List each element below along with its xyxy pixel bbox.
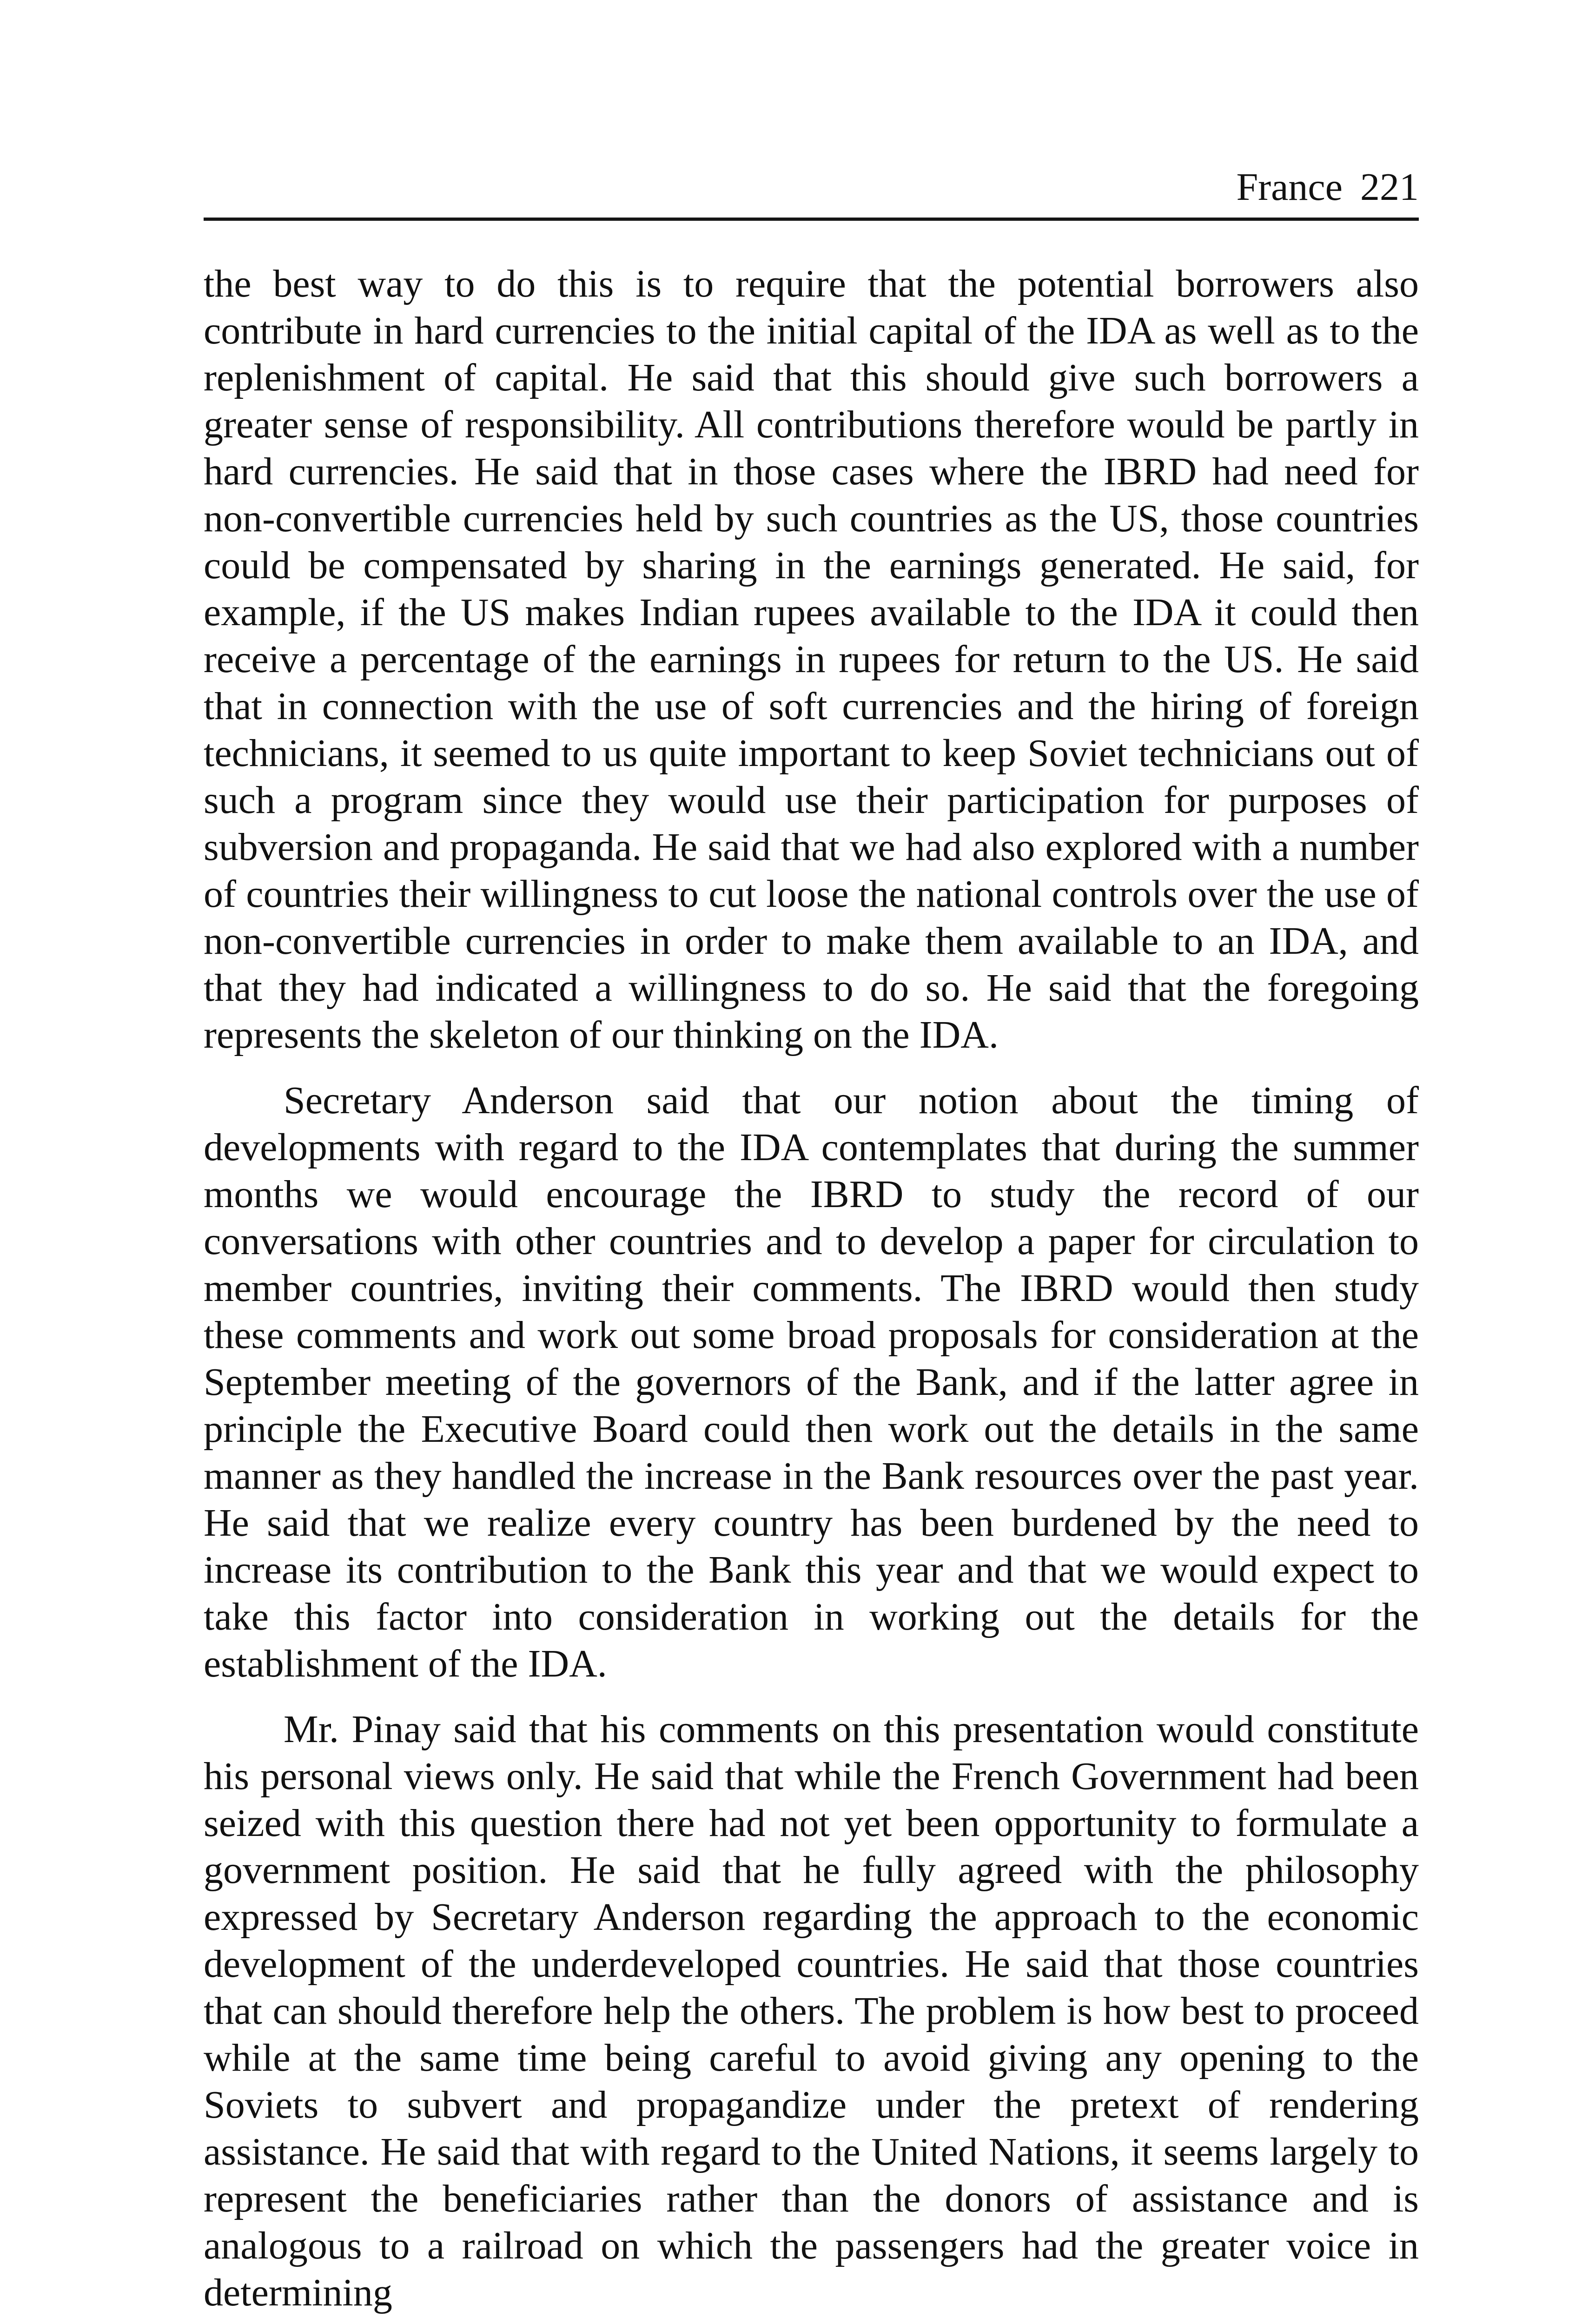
running-head [204, 162, 1419, 213]
body-text [204, 260, 1419, 2316]
paragraph-anderson: Secretary Anderson said that our notion about the timing of developments with regard to the IDA contemplates that during the summer months we would encourage the IBRD to study the record of our conversations with other countries and to develop a paper for circulation to member countries, inviting their comments. The IBRD would then study these comments and work out some broad proposals for consideration at the September meeting of the governors of the Bank, and if the latter agree in principle the Executive Board could then work out the details in the same manner as they handled the increase in the Bank resources over the past year. He said that we realize every country has been burdened by the need to increase its contribution to the Bank this year and that we would expect to take this factor into consideration in working out the details for the establishment of the IDA. [204, 1079, 1419, 1685]
page-number: 221 [1360, 165, 1419, 209]
paragraph-continued: the best way to do this is to require that the potential borrowers also contribute in hard currencies to the initial capital of the IDA as well as to the replenishment of capital. He said that this should give such borrowers a greater sense of responsibility. All contributions therefore would be partly in hard currencies. He said that in those cases where the IBRD had need for non-convertible currencies held by such countries as the US, those countries could be compensated by sharing in the earnings generated. He said, for example, if the US makes Indian rupees available to the IDA it could then receive a percentage of the earnings in rupees for return to the US. He said that in connection with the use of soft currencies and the hiring of foreign technicians, it seemed to us quite important to keep Soviet technicians out of such a program since they would use their participation for purposes of subversion and propaganda. He said that we had also explored with a number of countries their willingness to cut loose the national controls over the use of non-convertible currencies in order to make them available to an IDA, and that they had indicated a willingness to do so. He said that the foregoing represents the skeleton of our thinking on the IDA. [204, 262, 1419, 1056]
paragraph-pinay: Mr. Pinay said that his comments on this presentation would constitute his personal views only. He said that while the French Government had been seized with this question there had not yet been opportunity to formulate a government position. He said that he fully agreed with the philosophy expressed by Secretary Anderson regarding the approach to the economic development of the underdeveloped countries. He said that those countries that can should therefore help the others. The problem is how best to proceed while at the same time being careful to avoid giving any opening to the Soviets to subvert and propagandize under the pretext of rendering assistance. He said that with regard to the United Nations, it seems largely to represent the beneficiaries rather than the donors of assistance and is analogous to a railroad on which the passengers had the greater voice in determining [204, 1708, 1419, 2314]
header-rule [204, 218, 1419, 221]
running-head-section: France [1236, 165, 1343, 209]
